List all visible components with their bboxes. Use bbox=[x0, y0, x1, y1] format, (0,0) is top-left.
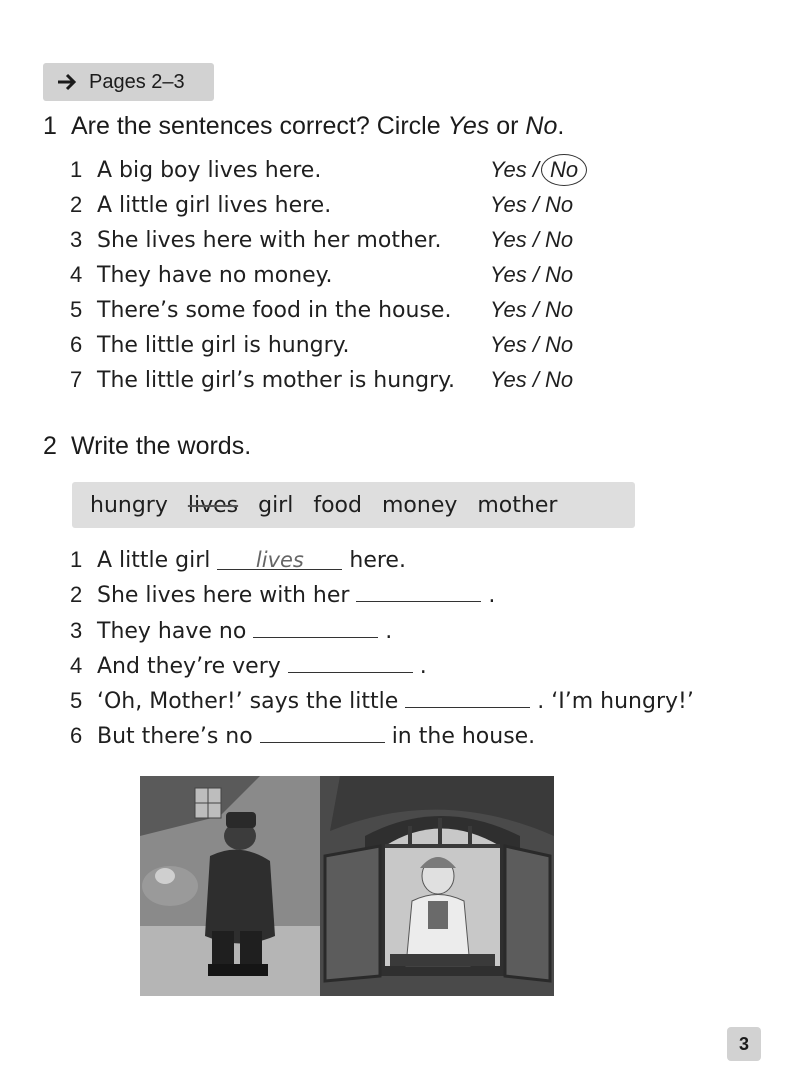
exercise-1-title-no: No bbox=[525, 112, 558, 140]
exercise-2-item bbox=[70, 543, 406, 577]
item-text-before: She lives here with her bbox=[97, 583, 357, 608]
no-option[interactable]: No bbox=[545, 332, 574, 357]
exercise-2-item bbox=[70, 719, 535, 753]
item-sentence: The little girl’s mother is hungry. bbox=[97, 368, 456, 393]
exercise-1-item bbox=[70, 188, 331, 222]
item-number: 4 bbox=[70, 653, 83, 678]
item-text-before: They have no bbox=[97, 619, 254, 644]
item-number: 3 bbox=[70, 618, 83, 643]
yes-option[interactable]: Yes bbox=[490, 262, 527, 287]
yes-no-separator: / bbox=[526, 227, 546, 252]
exercise-1-item bbox=[70, 153, 321, 187]
yes-no-separator: / bbox=[526, 262, 546, 287]
yes-no-separator: / bbox=[526, 157, 539, 182]
exercise-1-item bbox=[70, 223, 441, 257]
exercise-1-item bbox=[70, 328, 350, 362]
yes-no-choice[interactable] bbox=[490, 293, 573, 327]
no-option[interactable]: No bbox=[545, 262, 574, 287]
item-sentence: There’s some food in the house. bbox=[97, 298, 452, 323]
item-sentence: They have no money. bbox=[97, 263, 333, 288]
exercise-1-title-or: or bbox=[489, 112, 526, 140]
yes-option[interactable]: Yes bbox=[490, 227, 527, 252]
exercise-2-item bbox=[70, 614, 392, 648]
no-option[interactable]: No bbox=[545, 367, 574, 392]
exercise-1-item bbox=[70, 363, 455, 397]
item-text-before: But there’s no bbox=[97, 724, 260, 749]
yes-no-separator: / bbox=[526, 367, 546, 392]
item-number: 1 bbox=[70, 157, 83, 182]
item-number: 5 bbox=[70, 688, 83, 713]
item-number: 6 bbox=[70, 332, 83, 357]
exercise-1-number: 1 bbox=[43, 112, 57, 140]
yes-no-separator: / bbox=[526, 332, 546, 357]
word-food: food bbox=[313, 492, 362, 518]
exercise-1-item bbox=[70, 258, 333, 292]
exercise-1-title-period: . bbox=[557, 112, 565, 140]
exercise-1-title: Are the sentences correct? Circle bbox=[71, 112, 448, 140]
answer-blank[interactable] bbox=[356, 579, 481, 602]
yes-option[interactable]: Yes bbox=[490, 332, 527, 357]
word-money: money bbox=[381, 492, 458, 518]
word-lives-crossed-out: lives bbox=[187, 492, 239, 518]
item-text-before: And they’re very bbox=[97, 654, 288, 679]
exercise-2-title: Write the words. bbox=[71, 432, 252, 460]
answer-blank[interactable] bbox=[405, 685, 530, 708]
yes-option[interactable]: Yes bbox=[490, 192, 527, 217]
answer-blank[interactable] bbox=[260, 720, 385, 743]
exercise-2-number: 2 bbox=[43, 432, 57, 460]
word-hungry: hungry bbox=[90, 492, 168, 518]
yes-option[interactable]: Yes bbox=[490, 297, 527, 322]
yes-no-choice[interactable] bbox=[490, 258, 573, 292]
item-number: 2 bbox=[70, 192, 83, 217]
exercise-2-item bbox=[70, 684, 694, 718]
answer-blank-filled[interactable]: lives bbox=[217, 547, 342, 570]
item-text-after: . bbox=[412, 654, 427, 679]
no-option[interactable]: No bbox=[545, 227, 574, 252]
word-girl: girl bbox=[258, 492, 294, 518]
word-box bbox=[72, 482, 635, 528]
page-number: 3 bbox=[727, 1027, 761, 1061]
item-text-after: here. bbox=[342, 548, 406, 573]
exercise-1-title-yes: Yes bbox=[447, 112, 490, 140]
pages-label: Pages 2–3 bbox=[89, 70, 185, 93]
item-number: 1 bbox=[70, 547, 83, 572]
exercise-2-item bbox=[70, 649, 427, 683]
item-number: 7 bbox=[70, 367, 83, 392]
exercise-1-item bbox=[70, 293, 451, 327]
arrow-right-icon bbox=[55, 70, 79, 94]
no-option[interactable]: No bbox=[545, 192, 574, 217]
exercise-2-item bbox=[70, 578, 495, 612]
item-sentence: A little girl lives here. bbox=[97, 193, 332, 218]
exercise-1-heading bbox=[43, 112, 564, 141]
item-number: 5 bbox=[70, 297, 83, 322]
yes-no-choice[interactable] bbox=[490, 188, 573, 222]
item-text-before: A little girl bbox=[97, 548, 218, 573]
yes-no-choice[interactable] bbox=[490, 153, 587, 187]
answer-blank[interactable] bbox=[288, 650, 413, 673]
yes-option[interactable]: Yes bbox=[490, 367, 527, 392]
yes-no-choice[interactable] bbox=[490, 328, 573, 362]
item-number: 4 bbox=[70, 262, 83, 287]
word-mother: mother bbox=[477, 492, 558, 518]
yes-no-choice[interactable] bbox=[490, 363, 573, 397]
pages-reference-tag bbox=[43, 63, 214, 101]
item-text-after: . bbox=[378, 619, 393, 644]
yes-no-separator: / bbox=[526, 192, 546, 217]
item-text-after: . bbox=[481, 583, 496, 608]
story-illustration bbox=[140, 776, 554, 996]
item-number: 3 bbox=[70, 227, 83, 252]
item-text-after: . ‘I’m hungry!’ bbox=[530, 689, 694, 714]
item-text-after: in the house. bbox=[384, 724, 536, 749]
no-option-circled[interactable]: No bbox=[541, 154, 587, 186]
item-text-before: ‘Oh, Mother!’ says the little bbox=[97, 689, 406, 714]
item-sentence: A big boy lives here. bbox=[97, 158, 322, 183]
item-number: 2 bbox=[70, 582, 83, 607]
exercise-2-heading bbox=[43, 432, 251, 461]
yes-option[interactable]: Yes bbox=[490, 157, 527, 182]
no-option[interactable]: No bbox=[545, 297, 574, 322]
item-sentence: The little girl is hungry. bbox=[97, 333, 350, 358]
answer-blank[interactable] bbox=[253, 615, 378, 638]
yes-no-choice[interactable] bbox=[490, 223, 573, 257]
item-sentence: She lives here with her mother. bbox=[97, 228, 442, 253]
yes-no-separator: / bbox=[526, 297, 546, 322]
item-number: 6 bbox=[70, 723, 83, 748]
